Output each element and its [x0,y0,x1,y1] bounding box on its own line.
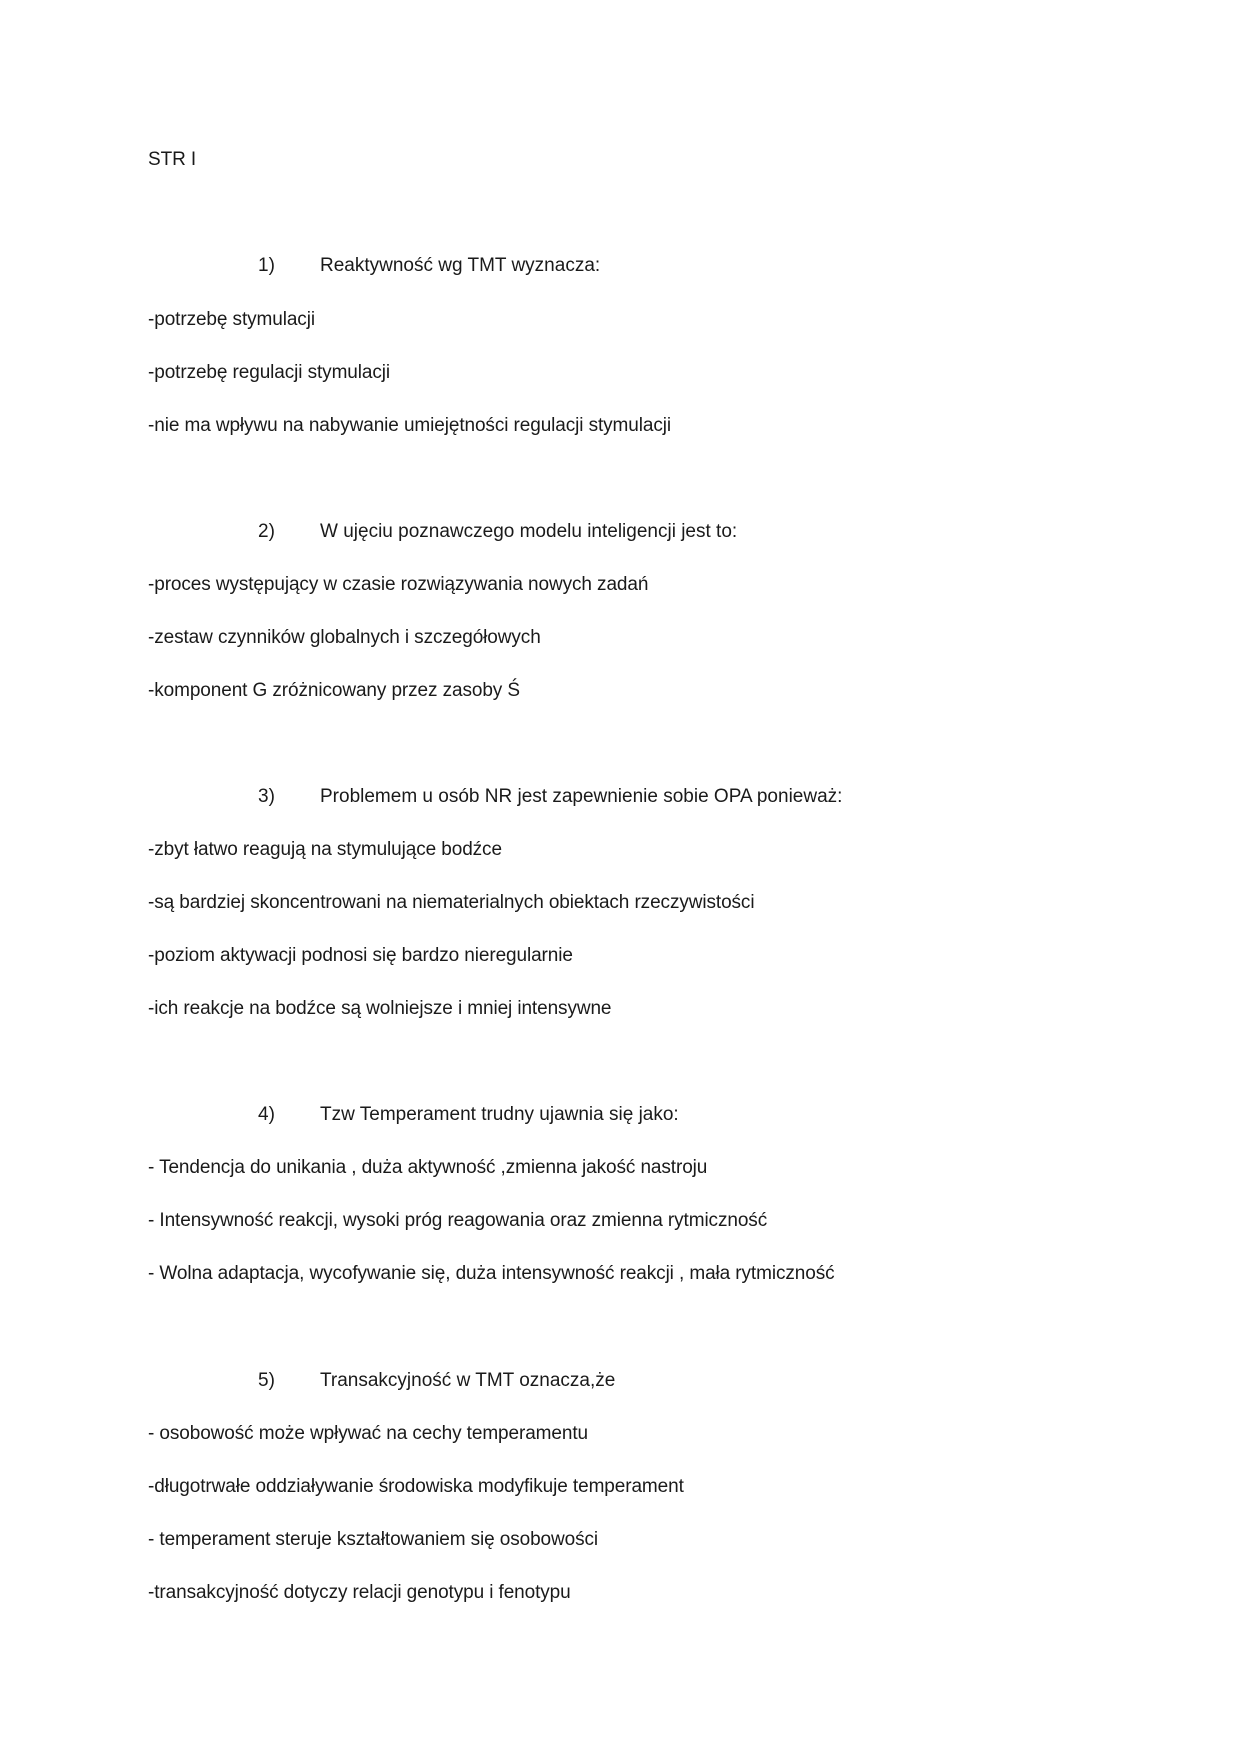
question-number: 4) [258,1104,275,1125]
answer-option: -poziom aktywacji podnosi się bardzo nieregularnie [148,945,573,966]
answer-option: -potrzebę stymulacji [148,309,315,330]
answer-option: -nie ma wpływu na nabywanie umiejętności regulacji stymulacji [148,415,671,436]
question-number: 5) [258,1370,275,1391]
answer-option: -komponent G zróżnicowany przez zasoby Ś [148,680,520,701]
answer-option: -zestaw czynników globalnych i szczegółowych [148,627,541,648]
question-number: 2) [258,521,275,542]
answer-option: - temperament steruje kształtowaniem się osobowości [148,1529,599,1550]
question-text: Tzw Temperament trudny ujawnia się jako: [320,1104,679,1125]
answer-option: -ich reakcje na bodźce są wolniejsze i mniej intensywne [148,998,612,1019]
answer-option: -potrzebę regulacji stymulacji [148,362,390,383]
question-text: Reaktywność wg TMT wyznacza: [320,255,601,276]
question-text: Problemem u osób NR jest zapewnienie sobie OPA ponieważ: [320,786,843,807]
answer-option: -są bardziej skoncentrowani na niematerialnych obiektach rzeczywistości [148,892,755,913]
answer-option: -zbyt łatwo reagują na stymulujące bodźce [148,839,502,860]
answer-option: - osobowość może wpływać na cechy temperamentu [148,1423,588,1444]
answer-option: - Intensywność reakcji, wysoki próg reagowania oraz zmienna rytmiczność [148,1210,768,1231]
answer-option: - Tendencja do unikania , duża aktywność ,zmienna jakość nastroju [148,1157,708,1178]
answer-option: -proces występujący w czasie rozwiązywania nowych zadań [148,574,649,595]
answer-option: -transakcyjność dotyczy relacji genotypu i fenotypu [148,1582,571,1603]
question-number: 3) [258,786,275,807]
page-title: STR I [148,149,197,170]
question-text: Transakcyjność w TMT oznacza,że [320,1370,616,1391]
question-text: W ujęciu poznawczego modelu inteligencji jest to: [320,521,738,542]
question-number: 1) [258,255,275,276]
answer-option: -długotrwałe oddziaływanie środowiska modyfikuje temperament [148,1476,684,1497]
answer-option: - Wolna adaptacja, wycofywanie się, duża intensywność reakcji , mała rytmiczność [148,1263,835,1284]
